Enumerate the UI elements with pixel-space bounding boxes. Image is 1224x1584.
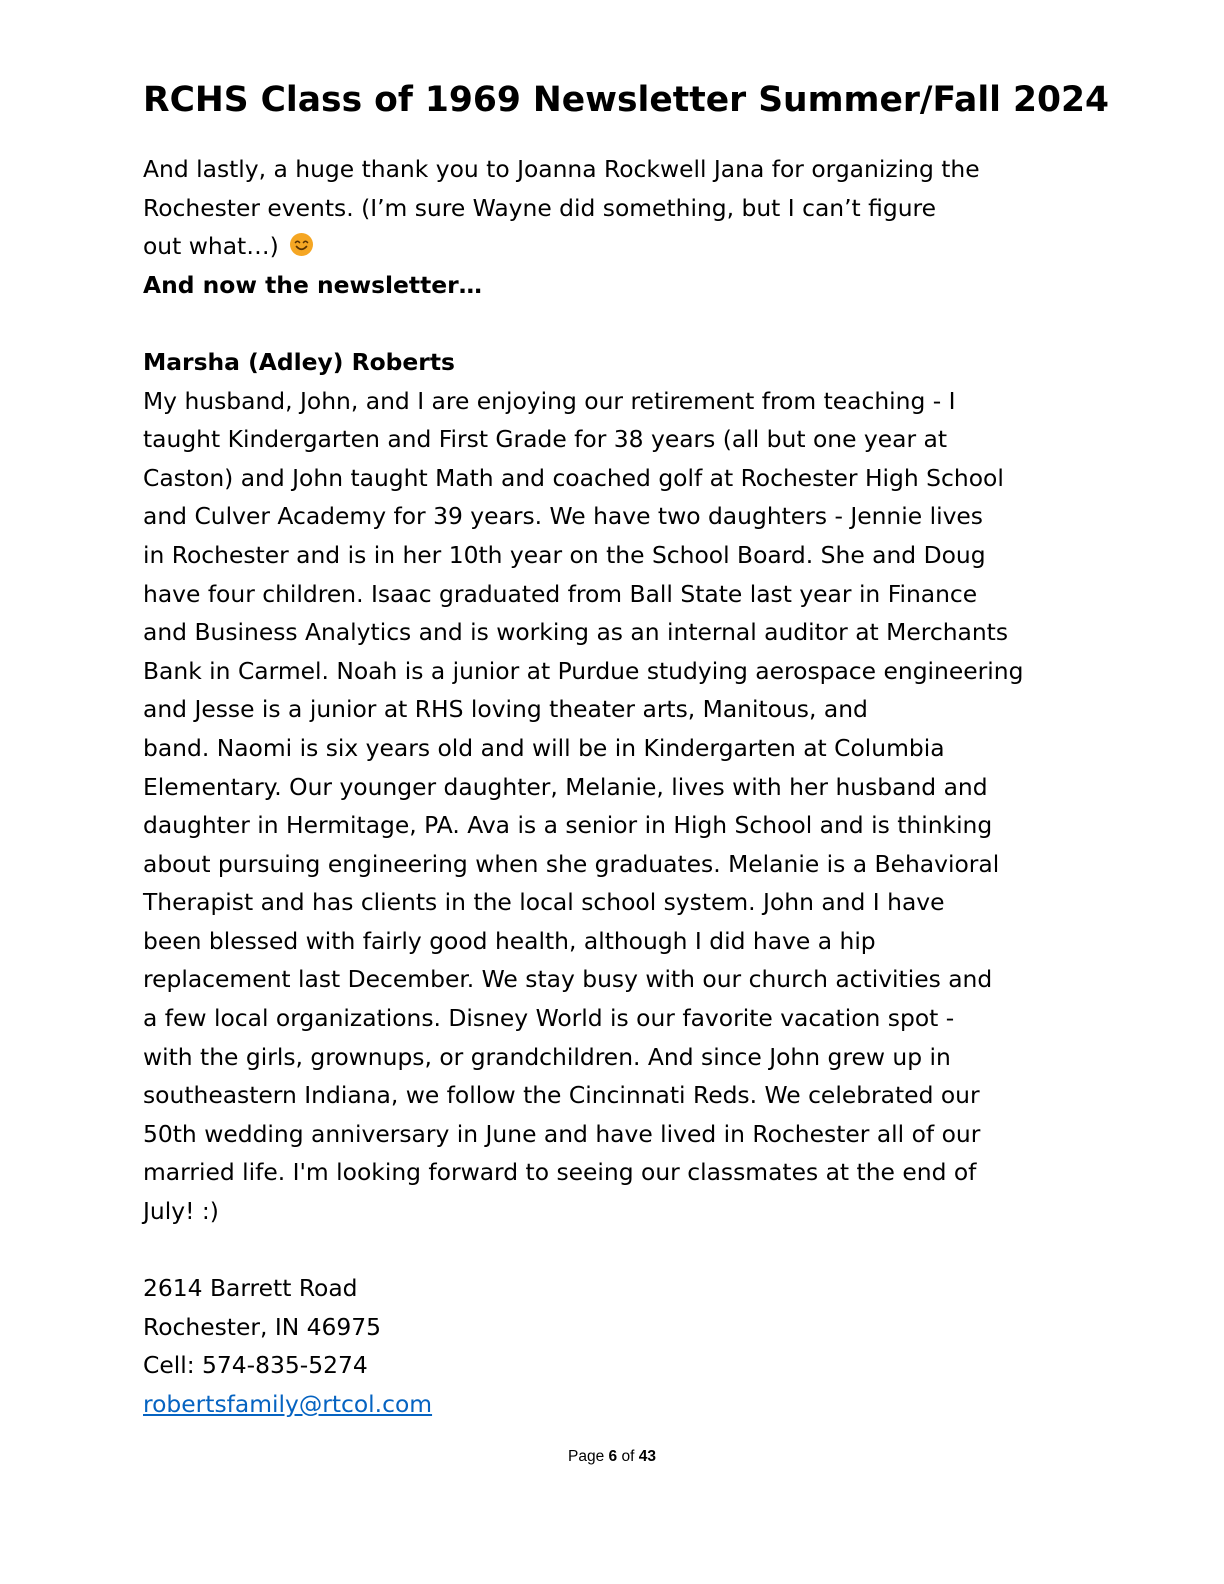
entry-line: a few local organizations. Disney World is our favorite vacation spot - <box>143 1004 955 1033</box>
entry-line: and Culver Academy for 39 years. We have two daughters - Jennie lives <box>143 502 983 531</box>
entry-line: and Jesse is a junior at RHS loving theater arts, Manitous, and <box>143 695 868 724</box>
entry-line: July! :) <box>143 1197 219 1226</box>
intro-line-3 <box>143 227 1088 266</box>
page-title: RCHS Class of 1969 Newsletter Summer/Fall 2024 <box>143 80 1110 120</box>
entry-line: southeastern Indiana, we follow the Cincinnati Reds. We celebrated our <box>143 1081 980 1110</box>
entry-line: taught Kindergarten and First Grade for 38 years (all but one year at <box>143 425 948 454</box>
address-cell: Cell: 574-835-5274 <box>143 1351 368 1380</box>
entry-line: with the girls, grownups, or grandchildren. And since John grew up in <box>143 1042 951 1071</box>
address-street: 2614 Barrett Road <box>143 1274 358 1303</box>
entry-line: daughter in Hermitage, PA. Ava is a senior in High School and is thinking <box>143 811 993 840</box>
entry-line: been blessed with fairly good health, although I did have a hip <box>143 926 876 955</box>
entry-line: replacement last December. We stay busy with our church activities and <box>143 965 993 994</box>
newsletter-transition: And now the newsletter… <box>143 270 483 299</box>
page-of: of <box>621 1448 635 1465</box>
entry-line: Elementary. Our younger daughter, Melanie, lives with her husband and <box>143 772 988 801</box>
spacer <box>143 1231 1088 1270</box>
entry-line: Caston) and John taught Math and coached golf at Rochester High School <box>143 463 1004 492</box>
email-link[interactable]: robertsfamily@rtcol.com <box>143 1390 433 1418</box>
entry-line: Bank in Carmel. Noah is a junior at Purdue studying aerospace engineering <box>143 656 1024 685</box>
entry-line: band. Naomi is six years old and will be in Kindergarten at Columbia <box>143 733 945 762</box>
entry-line: Therapist and has clients in the local school system. John and I have <box>143 888 945 917</box>
page-prefix: Page <box>568 1448 605 1465</box>
address-city: Rochester, IN 46975 <box>143 1312 382 1341</box>
page-total: 43 <box>638 1448 656 1465</box>
page-number: 6 <box>608 1448 618 1465</box>
entry-line: and Business Analytics and is working as an internal auditor at Merchants <box>143 618 1009 647</box>
page-content <box>143 150 1088 1424</box>
entry-line: My husband, John, and I are enjoying our retirement from teaching - I <box>143 386 956 415</box>
entry-line: 50th wedding anniversary in June and have lived in Rochester all of our <box>143 1119 981 1148</box>
entry-line: have four children. Isaac graduated from Ball State last year in Finance <box>143 579 978 608</box>
intro-line-1: And lastly, a huge thank you to Joanna Rockwell Jana for organizing the <box>143 155 980 183</box>
entry-body <box>143 382 1088 1231</box>
smiling-face-icon <box>290 233 313 256</box>
email-line <box>143 1385 1088 1424</box>
entry-line: in Rochester and is in her 10th year on the School Board. She and Doug <box>143 540 986 569</box>
contact-address <box>143 1269 1088 1423</box>
intro-line-2: Rochester events. (I’m sure Wayne did something, but I can’t figure <box>143 193 937 222</box>
page-footer <box>0 1446 1224 1468</box>
spacer <box>143 304 1088 343</box>
entry-line: married life. I'm looking forward to seeing our classmates at the end of <box>143 1158 977 1187</box>
entry-line: about pursuing engineering when she graduates. Melanie is a Behavioral <box>143 849 1000 878</box>
entry-name: Marsha (Adley) Roberts <box>143 347 455 376</box>
intro-line-3-text: out what…) <box>143 232 279 261</box>
